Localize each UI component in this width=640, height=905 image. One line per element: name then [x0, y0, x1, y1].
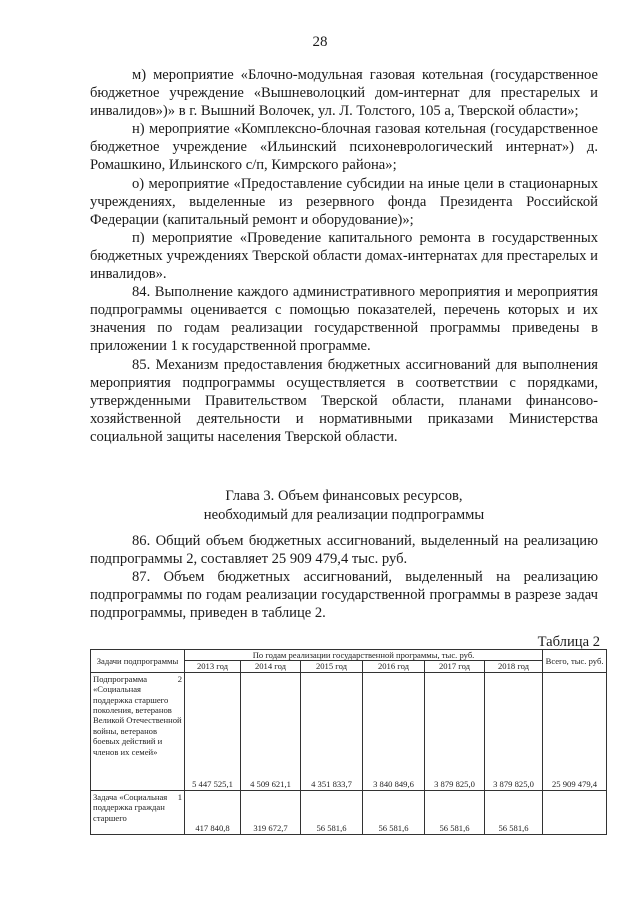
task-text: Задача «Социальная поддержка граждан старшего [93, 791, 168, 823]
header-years-group: По годам реализации государственной программы, тыс. руб. [185, 650, 543, 661]
value-cell: 4 351 833,7 [301, 672, 363, 790]
paragraph-p: п) мероприятие «Проведение капитального ремонта в государственных бюджетных учреждениях Тверской области домах-интернатах для престарелых и инвалидов». [90, 229, 598, 283]
paragraph-87: 87. Объем бюджетных ассигнований, выделенный на реализацию подпрограммы по годам реализации государственной программы в разрезе задач подпрограммы, приведен в таблице 2. [90, 569, 598, 622]
chapter-title-line2: необходимый для реализации подпрограммы [203, 506, 485, 523]
paragraph-o: о) мероприятие «Предоставление субсидии на иные цели в стационарных учреждениях, выделенные из резервного фонда Президента Российской Федерации (капитальный ремонт и оборудование)»; [90, 175, 598, 228]
value-cell: 56 581,6 [425, 790, 485, 834]
value-cell: 56 581,6 [363, 790, 425, 834]
task-cell [91, 672, 185, 790]
task-number: 1 [177, 791, 182, 802]
value-cell: 5 447 525,1 [185, 672, 241, 790]
value-cell: 3 879 825,0 [485, 672, 543, 790]
paragraph-85: 85. Механизм предоставления бюджетных ассигнований для выполнения мероприятия подпрограммы осуществляется в соответствии с порядками, утвержденными Правительством Тверской области, планами финансово-хозяйственной деятельности и нормативными приказами Министерства социальной защиты населения Тверской области. [90, 356, 598, 445]
value-cell: 417 840,8 [185, 790, 241, 834]
value-cell: 56 581,6 [301, 790, 363, 834]
task-number: 2 [177, 673, 182, 684]
finance-table [90, 649, 607, 835]
value-cell: 56 581,6 [485, 790, 543, 834]
chapter-title-line1: Глава 3. Объем финансовых ресурсов, [225, 488, 463, 504]
value-cell: 3 840 849,6 [363, 672, 425, 790]
body-text-2 [90, 532, 598, 622]
header-year: 2013 год [185, 661, 241, 672]
paragraph-m: м) мероприятие «Блочно-модульная газовая котельная (государственное бюджетное учреждение «Вышневолоцкий дом-интернат для престарелых и инвалидов»)» в г. Вышний Волочек, ул. Л. Толстого, 105 а, Тверской области»; [90, 67, 598, 120]
value-cell: 3 879 825,0 [425, 672, 485, 790]
body-text [90, 66, 598, 446]
table-row [91, 790, 607, 834]
header-year: 2016 год [363, 661, 425, 672]
table-caption: Таблица 2 [537, 634, 600, 650]
paragraph-84: 84. Выполнение каждого административного мероприятия и мероприятия подпрограммы оценивается с помощью показателей, перечень которых и их значения по годам реализации государственной программы приведены в приложении 1 к государственной программе. [90, 284, 598, 355]
value-cell: 319 672,7 [241, 790, 301, 834]
header-year: 2018 год [485, 661, 543, 672]
header-year: 2017 год [425, 661, 485, 672]
header-task: Задачи подпрограммы [91, 650, 185, 673]
table-row [91, 672, 607, 790]
header-year: 2015 год [301, 661, 363, 672]
value-cell: 4 509 621,1 [241, 672, 301, 790]
page-number: 28 [312, 34, 328, 50]
header-total: Всего, тыс. руб. [543, 650, 607, 673]
total-cell: 25 909 479,4 [543, 672, 607, 790]
paragraph-n: н) мероприятие «Комплексно-блочная газовая котельная (государственное бюджетное учреждение «Ильинский психоневрологический интернат») д. Ромашкино, Ильинского с/п, Кимрского района»; [90, 121, 598, 174]
total-cell [543, 790, 607, 834]
header-year: 2014 год [241, 661, 301, 672]
task-text: Подпрограмма «Социальная поддержка старшего поколения, ветеранов Великой Отечественной войны, ветеранов боевых действий и членов их семей» [93, 673, 182, 757]
chapter-heading [90, 487, 598, 524]
task-cell [91, 790, 185, 834]
paragraph-86: 86. Общий объем бюджетных ассигнований, выделенный на реализацию подпрограммы 2, составляет 25 909 479,4 тыс. руб. [90, 533, 598, 568]
